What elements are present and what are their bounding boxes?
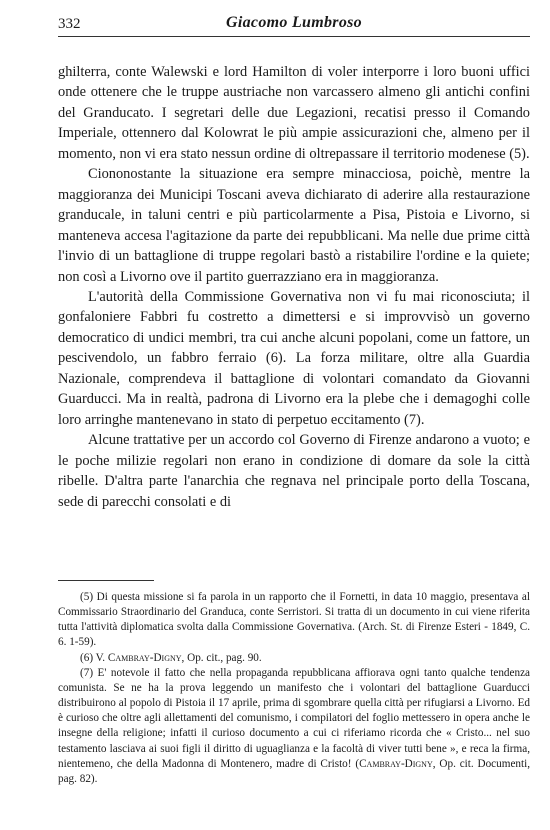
- paragraph: Ciononostante la situazione era sempre minacciosa, poichè, mentre la maggioranza dei Municipi Toscani aveva dichiarato di aderire alla restaurazione granducale, in taluni centri e più particolarmente a Pisa, Pistoia e Livorno, si manteneva accesa l'agitazione da parte dei repubblicani. Ma nelle due prime città l'invio di un battaglione di truppe regolari bastò a ristabilire l'ordine e la quiete; non così a Livorno ove il partito guerrazziano era in maggioranza.: [58, 166, 530, 285]
- footnote-7-cite-open: (: [355, 757, 360, 770]
- footnote-7-cite-rest: Op. cit. Documenti, pag. 82).: [58, 757, 531, 785]
- footnote-6-author: Cambray-Digny,: [107, 651, 185, 664]
- page-header: [58, 14, 530, 36]
- footnote-6-prefix: (6) V.: [80, 651, 106, 664]
- footnote-separator: [58, 580, 154, 581]
- body-text: [58, 62, 530, 512]
- footnote-6-rest: Op. cit., pag. 90.: [187, 651, 262, 664]
- footnote-7-text: (7) E' notevole il fatto che nella propaganda repubblicana affiorava ogni tanto qualche tendenza comunista. Se ne ha la prova leggendo un manifesto che i volontari del battaglione Guarducci distribuirono al popolo di Pistoia il 17 aprile, prima di sgombrare quella città per rifugiarsi a Livorno. Ed è curioso che oltre agli allettamenti del comunismo, i compilatori del foglio mettessero in opera anche le insegne della religione; infatti il curioso documento a cui ci riferiamo ricorda che « Cristo... nel suo testamento lasciava ai suoi figli il diritto di uguaglianza e la facoltà di viver tutti bene », e reca la firma, nientemeno, che della Madonna di Montenero, madre di Cristo!: [58, 666, 530, 770]
- page-number: 332: [58, 16, 81, 32]
- paragraph: L'autorità della Commissione Governativa non vi fu mai riconosciuta; il gonfaloniere Fabbri fu costretto a dimettersi e si improvvisò un governo democratico di undici membri, tra cui anche alcuni popolani, come un fattore, un pescivendolo, un fabbro ferraio (6). La forza militare, oltre alla Guardia Nazionale, comprendeva il battaglione di volontari comandato da Giovanni Guarducci. Ma in realtà, padrona di Livorno era la plebe che i demagoghi colle loro arringhe mantenevano in stato di perpetuo eccitamento (7).: [58, 288, 530, 428]
- header-rule: [58, 36, 530, 37]
- footnote-7: [58, 666, 530, 787]
- footnote-6: [58, 651, 530, 666]
- paragraph: Alcune trattative per un accordo col Governo di Firenze andarono a vuoto; e le poche milizie regolari non erano in condizione di domare da sole la città ribelle. D'altra parte l'anarchia che regnava nel principale porto della Toscana, sede di parecchi consolati e di: [58, 432, 530, 510]
- paragraph: ghilterra, conte Walewski e lord Hamilton di voler interporre i loro buoni uffici onde ottenere che le truppe austriache non varcassero almeno gli antichi confini del Granducato. I segretari delle due Legazioni, recatisi presso il Comando Imperiale, ottennero dal Kolowrat le più ampie assicurazioni che, almeno per il momento, non vi era stato nessun ordine di oltrepassare il territorio modenese (5).: [58, 64, 530, 162]
- footnotes: [58, 590, 530, 787]
- running-head: Giacomo Lumbroso: [226, 14, 362, 31]
- footnote-7-author: Cambray-Digny,: [359, 757, 436, 770]
- footnote-5: (5) Di questa missione si fa parola in un rapporto che il Fornetti, in data 10 maggio, presentava al Commissario Straordinario del Granduca, conte Serristori. Si tratta di un documento in cui viene riferita tutta l'attività diplomatica svolta dalla Commissione Governativa. (Arch. St. di Firenze Esteri - 1849, C. 6. 1-59).: [58, 591, 530, 649]
